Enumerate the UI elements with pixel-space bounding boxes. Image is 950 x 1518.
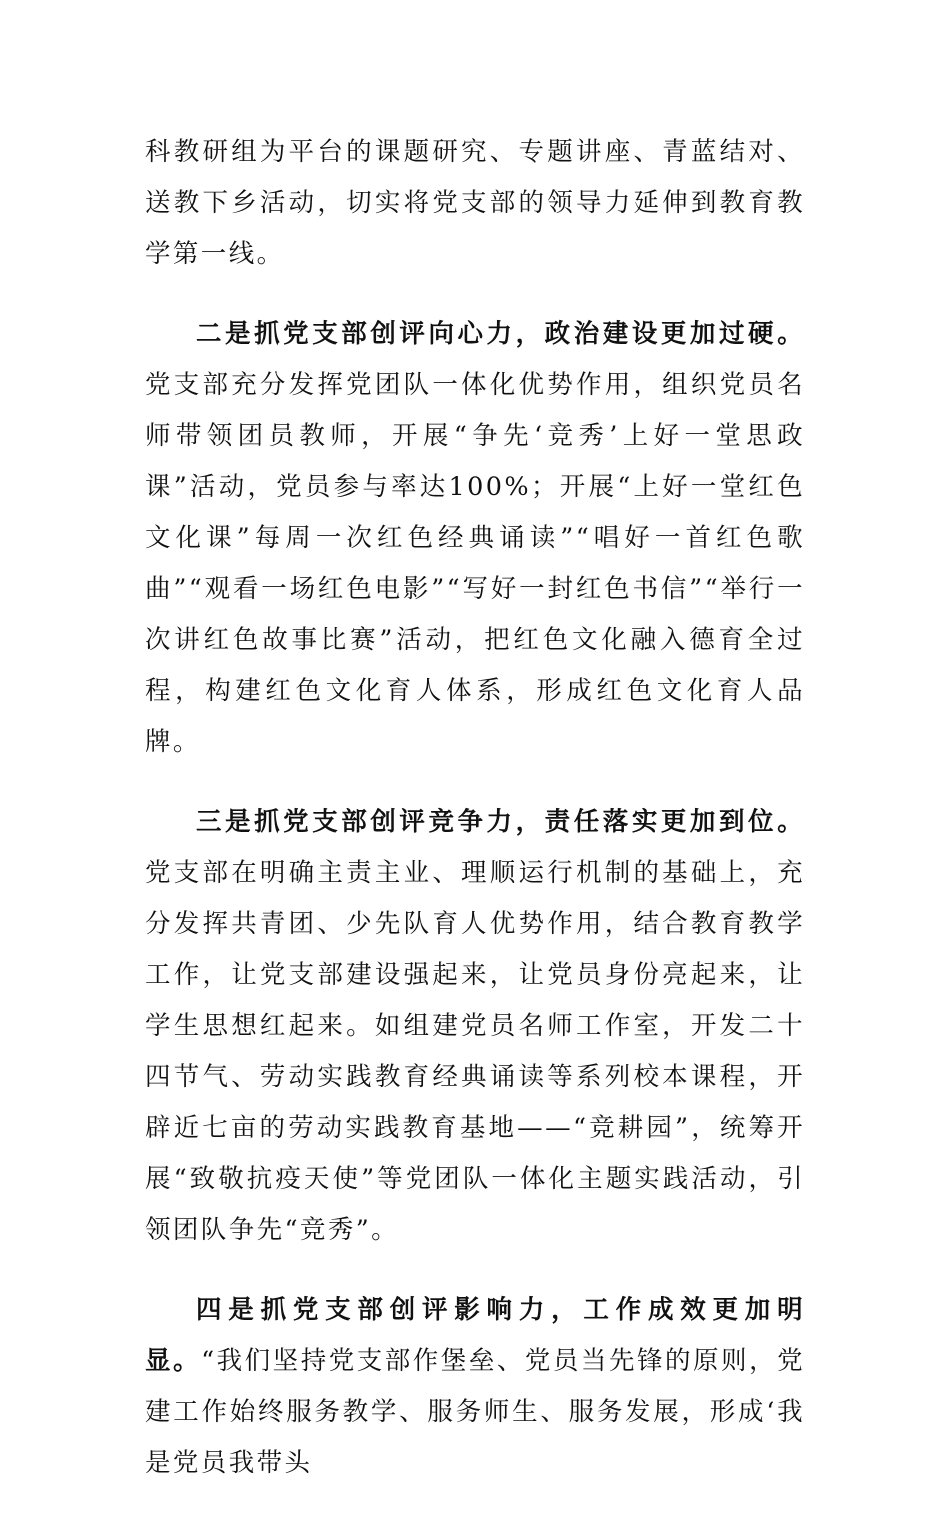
paragraph-body: 党支部充分发挥党团队一体化优势作用，组织党员名师带领团员教师，开展“争先‘竞秀’上好一堂思政课”活动，党员参与率达100%；开展“上好一堂红色文化课”每周一次红色经典诵读”“唱好一首红色歌曲”“观看一场红色电影”“写好一封红色书信”“举行一次讲红色故事比赛”活动，把红色文化融入德育全过程，构建红色文化育人体系，形成红色文化育人品牌。 <box>145 370 805 757</box>
paragraph-lead: 三是抓党支部创评竞争力，责任落实更加到位。 <box>196 807 805 837</box>
paragraph-influence <box>145 1285 805 1489</box>
paragraph-political-building <box>145 309 805 768</box>
paragraph-body: 党支部在明确主责主业、理顺运行机制的基础上，充分发挥共青团、少先队育人优势作用，结合教育教学工作，让党支部建设强起来，让党员身份亮起来，让学生思想红起来。如组建党员名师工作室，开发二十四节气、劳动实践教育经典诵读等系列校本课程，开辟近七亩的劳动实践教育基地——“竞耕园”，统筹开展“致敬抗疫天使”等党团队一体化主题实践活动，引领团队争先“竞秀”。 <box>145 858 805 1245</box>
paragraph-lead: 二是抓党支部创评向心力，政治建设更加过硬。 <box>196 319 805 349</box>
paragraph-body: “我们坚持党支部作堡垒、党员当先锋的原则，党建工作始终服务教学、服务师生、服务发展，形成‘我是党员我带头 <box>145 1346 805 1478</box>
paragraph-lead: 四是抓党支部创评影响力，工作成效更加明显。 <box>145 1295 805 1376</box>
paragraph-body: 科教研组为平台的课题研究、专题讲座、青蓝结对、送教下乡活动，切实将党支部的领导力延伸到教育教学第一线。 <box>145 137 805 269</box>
paragraph-responsibility <box>145 797 805 1256</box>
document-body <box>145 127 805 1518</box>
paragraph-continuation <box>145 127 805 280</box>
